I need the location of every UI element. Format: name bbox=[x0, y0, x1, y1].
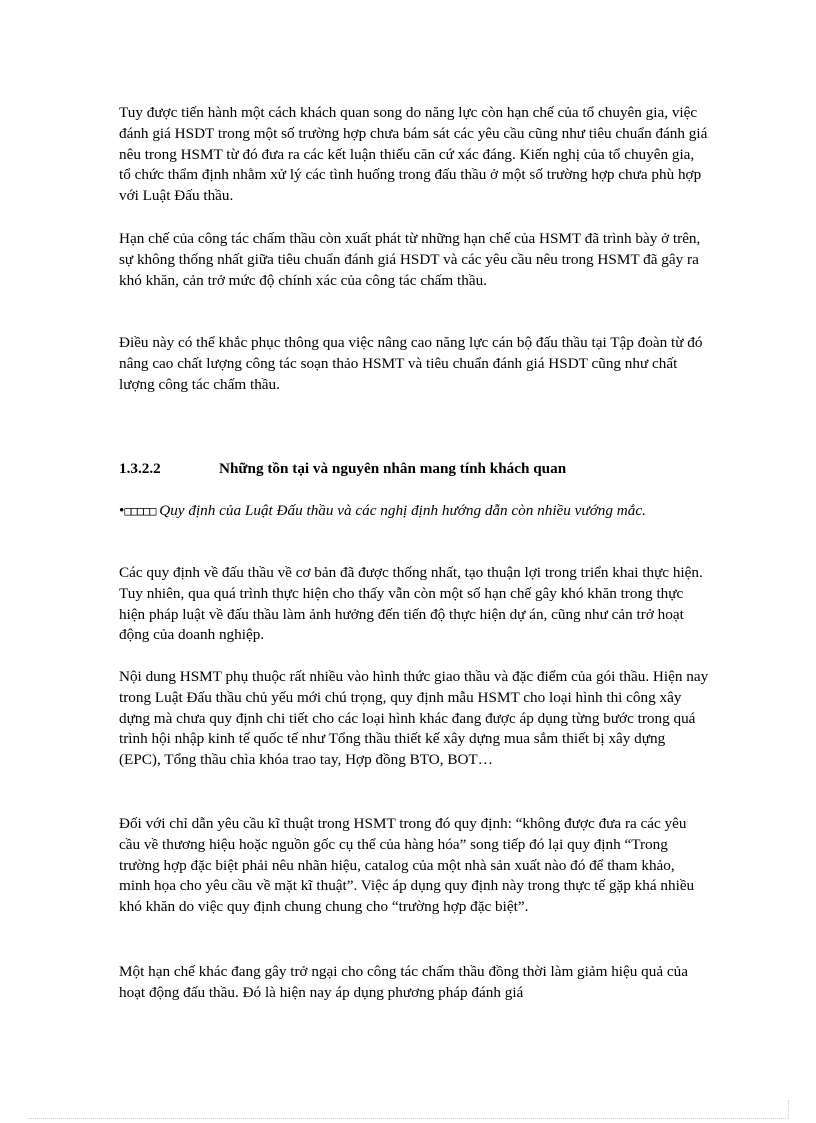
page-border-corner bbox=[788, 1100, 789, 1118]
paragraph-2: Hạn chế của công tác chấm thầu còn xuất phát từ những hạn chế của HSMT đã trình bày ở trên, sự không thống nhất giữa tiêu chuẩn đánh giá HSDT và các yêu cầu nêu trong HSMT đã gây ra khó khăn, cản trở mức độ chính xác của công tác chấm thầu. bbox=[119, 230, 701, 289]
bullet-mark: • bbox=[119, 502, 125, 519]
paragraph-3: Điều này có thể khắc phục thông qua việc nâng cao năng lực cán bộ đấu thầu tại Tập đoàn từ đó nâng cao chất lượng công tác soạn thảo HSMT và tiêu chuẩn đánh giá HSDT cũng như chất lượng công tác chấm thầu. bbox=[119, 334, 703, 393]
section-number: 1.3.2.2 bbox=[119, 460, 161, 477]
bullet-text: Quy định của Luật Đấu thầu và các nghị định hướng dẫn còn nhiều vướng mắc. bbox=[159, 502, 646, 519]
paragraph-4: Các quy định về đấu thầu về cơ bản đã được thống nhất, tạo thuận lợi trong triển khai thực hiện. Tuy nhiên, qua quá trình thực hiện cho thấy vẫn còn một số hạn chế gây khó khăn trong thực hiện pháp luật về đấu thầu làm ảnh hưởng đến tiến độ thực hiện dự án, cũng như cản trở hoạt động của doanh nghiệp. bbox=[119, 564, 703, 644]
section-heading bbox=[119, 459, 566, 480]
section-title: Những tồn tại và nguyên nhân mang tính khách quan bbox=[219, 460, 567, 477]
page-border-line bbox=[28, 1118, 788, 1119]
bullet-placeholder-glyphs: □□□□□ bbox=[124, 504, 156, 518]
paragraph-1: Tuy được tiến hành một cách khách quan song do năng lực còn hạn chế của tổ chuyên gia, việc đánh giá HSDT trong một số trường hợp chưa bám sát các yêu cầu cũng như tiêu chuẩn đánh giá nêu trong HSMT từ đó đưa ra các kết luận thiếu căn cứ xác đáng. Kiến nghị của tổ chuyên gia, tổ chức thẩm định nhằm xử lý các tình huống trong đấu thầu ở một số trường hợp chưa phù hợp với Luật Đấu thầu. bbox=[119, 104, 708, 205]
bullet-item bbox=[119, 501, 709, 522]
paragraph-7: Một hạn chế khác đang gây trở ngại cho công tác chấm thầu đồng thời làm giảm hiệu quả của hoạt động đấu thầu. Đó là hiện nay áp dụng phương pháp đánh giá bbox=[119, 963, 688, 1001]
paragraph-6: Đối với chỉ dẫn yêu cầu kĩ thuật trong HSMT trong đó quy định: “không được đưa ra các yêu cầu về thương hiệu hoặc nguồn gốc cụ thể của hàng hóa” song tiếp đó lại quy định “Trong trường hợp đặc biệt phải nêu nhãn hiệu, catalog của một nhà sản xuất nào đó để tham khảo, minh họa cho yêu cầu về mặt kĩ thuật”. Việc áp dụng quy định này trong thực tế gặp khá nhiều khó khăn do việc quy định chung chung cho “trường hợp đặc biệt”. bbox=[119, 815, 695, 916]
paragraph-5: Nội dung HSMT phụ thuộc rất nhiều vào hình thức giao thầu và đặc điểm của gói thầu. Hiện nay trong Luật Đấu thầu chủ yếu mới chú trọng, quy định mẫu HSMT cho loại hình thi công xây dựng mà chưa quy định chi tiết cho các loại hình khác đang được áp dụng từng bước trong quá trình hội nhập kinh tế quốc tế như Tổng thầu thiết kế xây dựng mua sắm thiết bị xây dựng (EPC), Tổng thầu chìa khóa trao tay, Hợp đồng BTO, BOT… bbox=[119, 668, 709, 769]
